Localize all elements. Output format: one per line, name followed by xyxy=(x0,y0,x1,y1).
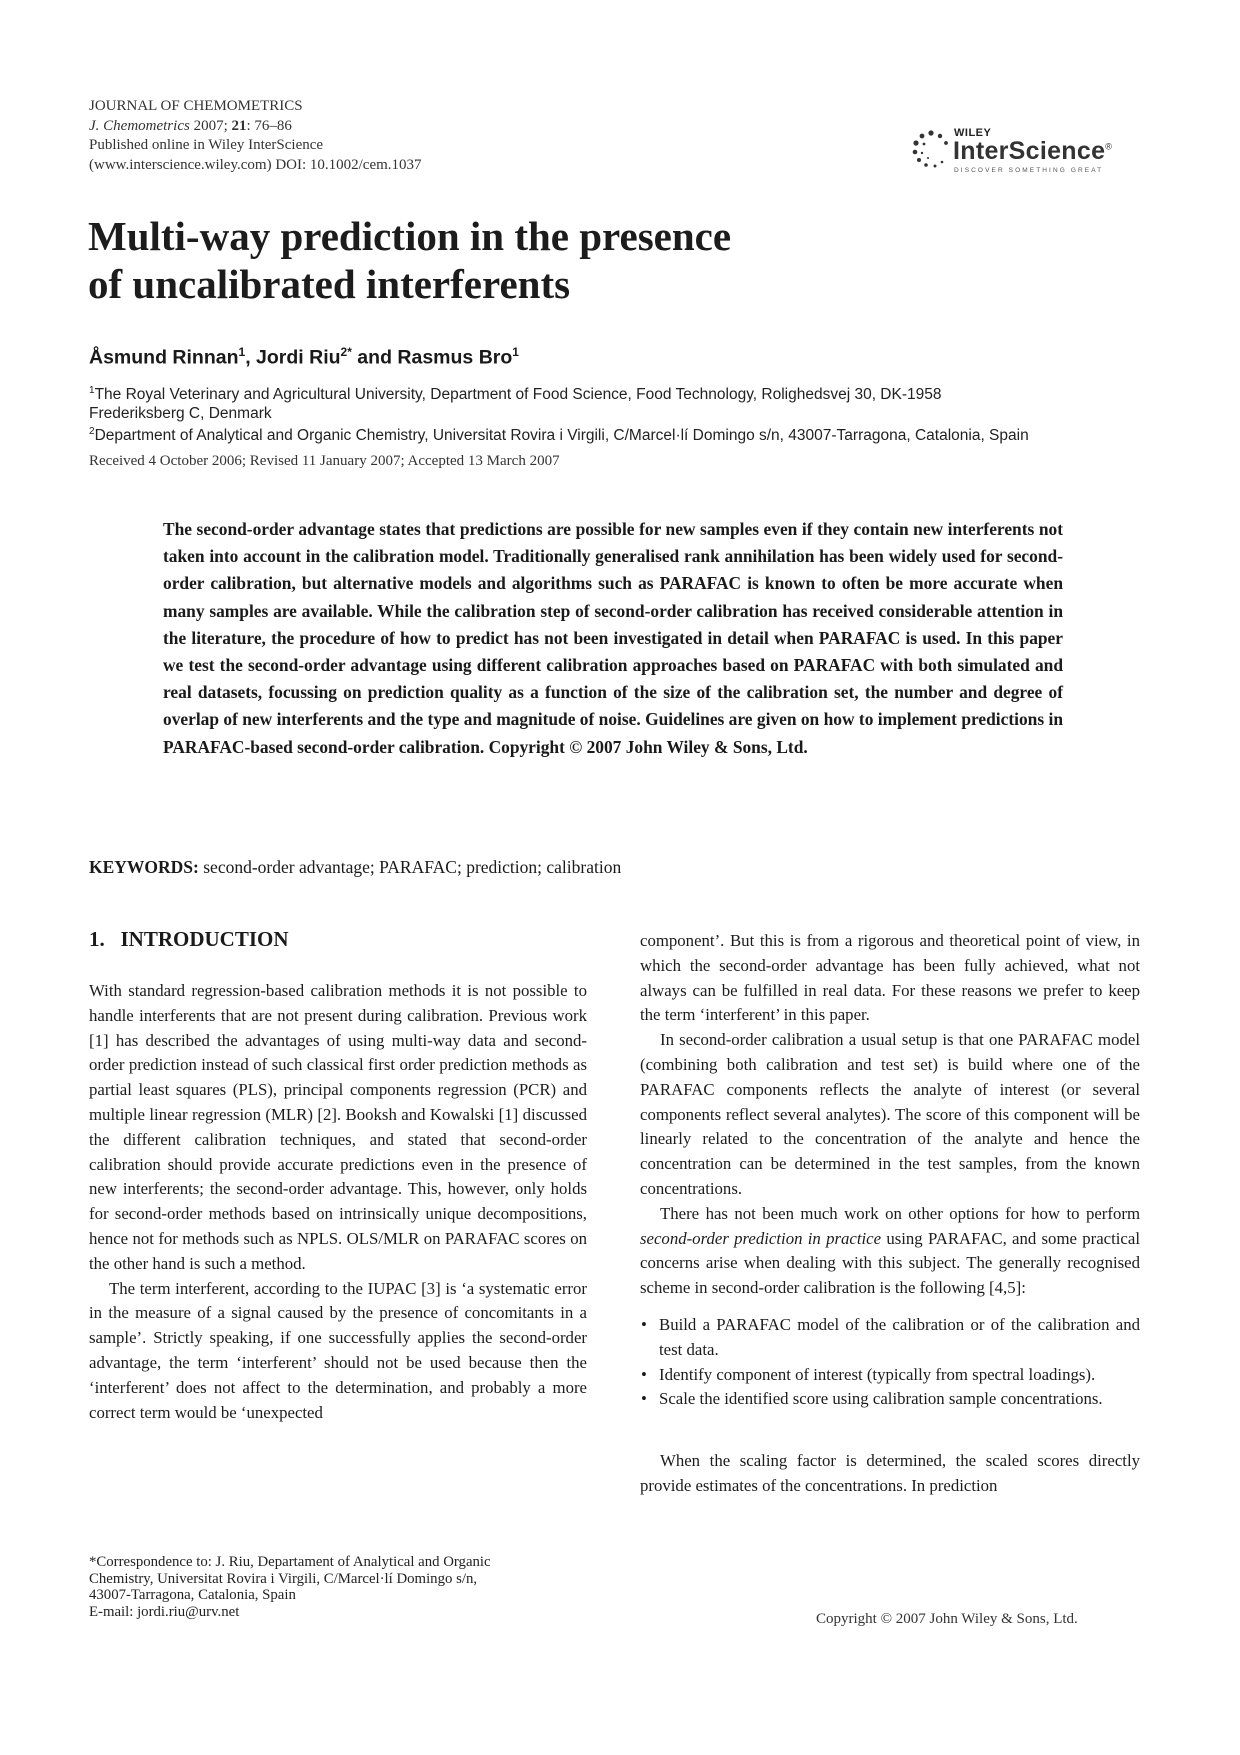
citation-volume: 21 xyxy=(231,117,247,134)
affiliation-1: $^1$The Royal Veterinary and Agricultural University, Department of Food Science, Food Technology, Rolighedsvej 30, DK-1958 Frederiksberg C, Denmark xyxy=(89,385,942,423)
article-title: Multi-way prediction in the presence of uncalibrated interferents xyxy=(88,213,732,307)
body-column-right xyxy=(640,929,1140,1499)
published-line: Published online in Wiley InterScience xyxy=(89,137,324,153)
doi-line: (www.interscience.wiley.com) DOI: 10.1002/cem.1037 xyxy=(89,156,422,173)
journal-header xyxy=(89,97,422,175)
bullet-list xyxy=(640,1313,1140,1412)
author-name: Rasmus Bro xyxy=(397,346,513,369)
author-name: Jordi Riu xyxy=(256,346,341,369)
paragraph: In second-order calibration a usual setup is that one PARAFAC model (combining both calibration and test set) is build where one of the PARAFAC components reflects the analyte of interest (or several components reflect several analytes). The score of this component will be linearly related to the concentration of the analyte and hence the concentration can be determined in the test samples, from the known concentrations. xyxy=(640,1030,1140,1198)
logo-publisher: WILEY xyxy=(954,127,992,139)
received-dates: Received 4 October 2006; Revised 11 January 2007; Accepted 13 March 2007 xyxy=(89,453,560,469)
author-list: Åsmund Rinnan$^1$, Jordi Riu$^{2*}$ and Rasmus Bro$^1$ xyxy=(89,345,519,369)
keywords-list: second-order advantage; PARAFAC; prediction; calibration xyxy=(198,857,622,877)
logo-tagline: DISCOVER SOMETHING GREAT xyxy=(954,167,1104,174)
citation-line: J. Chemometrics 2007; 21: 76–86 xyxy=(89,117,292,134)
abstract: The second-order advantage states that predictions are possible for new samples even if they contain new interferents not taken into account in the calibration model. Traditionally generalised rank annihilation has been widely used for second-order calibration, but alternative models and algorithms such as PARAFAC is known to often be more accurate when many samples are available. While the calibration step of second-order calibration has received considerable attention in the literature, the procedure of how to predict has not been investigated in detail when PARAFAC is used. In this paper we test the second-order advantage using different calibration approaches based on PARAFAC with both simulated and real datasets, focussing on prediction quality as a function of the size of the calibration set, the number and degree of overlap of new interferents and the type and magnitude of noise. Guidelines are given on how to implement predictions in PARAFAC-based second-order calibration. Copyright © 2007 John Wiley & Sons, Ltd. xyxy=(163,519,1063,757)
affiliation-2: $^2$Department of Analytical and Organic Chemistry, Universitat Rovira i Virgili, C/Marcel·lí Domingo s/n, 43007-Tarragona, Catalonia, Spain xyxy=(89,426,1029,445)
logo-brand: InterScience® xyxy=(953,137,1113,165)
paragraph: component’. But this is from a rigorous and theoretical point of view, in which the second-order advantage has been fully achieved, what not always can be fulfilled in real data. For these reasons we prefer to keep the term ‘interferent’ in this paper. xyxy=(640,931,1140,1025)
wiley-interscience-logo xyxy=(910,124,1140,180)
keywords xyxy=(89,857,621,878)
body-column-left xyxy=(89,979,587,1425)
keywords-label: KEYWORDS: xyxy=(89,857,199,877)
list-item: • Identify component of interest (typically from spectral loadings). xyxy=(640,1363,1140,1388)
paragraph: With standard regression-based calibration methods it is not possible to handle interferents that are not present during calibration. Previous work [1] has described the advantages of using multi-way data and second-order prediction instead of such classical first order prediction methods as partial least squares (PLS), principal components regression (PCR) and multiple linear regression (MLR) [2]. Booksh and Kowalski [1] discussed the different calibration techniques, and stated that second-order calibration should provide accurate predictions even in the presence of new interferents; the second-order advantage. This, however, only holds for second-order methods based on intrinsically unique decompositions, hence not for methods such as NPLS. OLS/MLR on PARAFAC scores on the other hand is such a method. xyxy=(89,981,587,1273)
journal-name: JOURNAL OF CHEMOMETRICS xyxy=(89,98,303,114)
correspondence-footnote: *Correspondence to: J. Riu, Departament of Analytical and Organic Chemistry, Universitat Rovira i Virgili, C/Marcel·lí Domingo s/n, 43007-Tarragona, Catalonia, Spain E-mail: jordi.riu@urv.net xyxy=(89,1554,599,1620)
logo-swirl-icon xyxy=(910,128,952,170)
section-heading: 1. INTRODUCTION xyxy=(89,927,289,951)
list-item: • Scale the identified score using calibration sample concentrations. xyxy=(640,1387,1140,1412)
list-item: • Build a PARAFAC model of the calibration or of the calibration and test data. xyxy=(640,1313,1140,1363)
footer-copyright: Copyright © 2007 John Wiley & Sons, Ltd. xyxy=(816,1611,1078,1627)
paragraph: The term interferent, according to the IUPAC [3] is ‘a systematic error in the measure of a signal caused by the presence of concomitants in a sample’. Strictly speaking, if one successfully applies the second-order advantage, the term ‘interferent’ should not be used because then the ‘interferent’ does not affect to the determination, and probably a more correct term would be ‘unexpected xyxy=(89,1278,587,1422)
paragraph: When the scaling factor is determined, the scaled scores directly provide estimates of the concentrations. In prediction xyxy=(640,1451,1140,1495)
citation-journal: J. Chemometrics xyxy=(89,117,190,134)
correspondence-email: E-mail: jordi.riu@urv.net xyxy=(89,1603,240,1620)
author-name: Åsmund Rinnan xyxy=(89,346,239,369)
paragraph: There has not been much work on other options for how to perform second-order prediction in practice using PARAFAC, and some practical concerns arise when dealing with this subject. The generally recognised scheme in second-order calibration is the following [4,5]: xyxy=(640,1203,1140,1298)
